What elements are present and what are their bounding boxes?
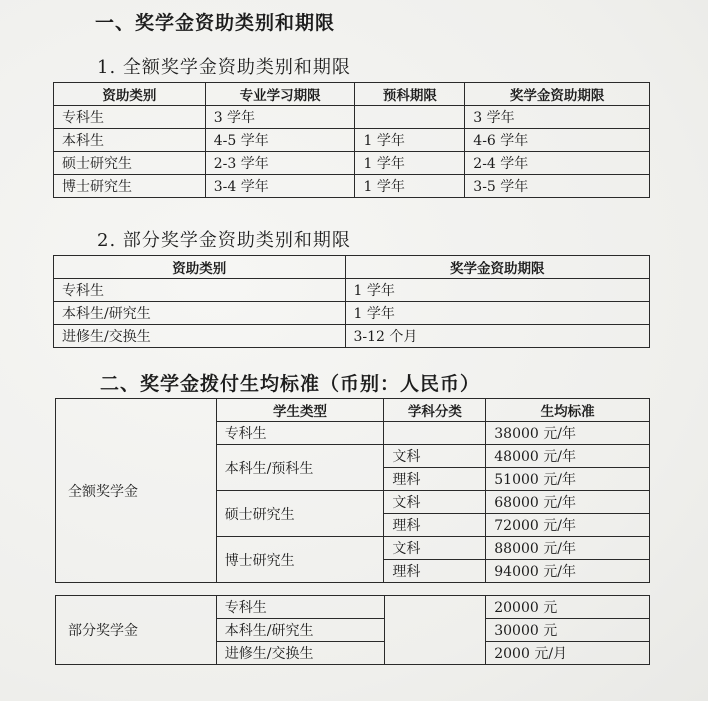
- amount: 30000 元: [486, 619, 650, 642]
- amount: 51000 元/年: [486, 468, 650, 491]
- section1-sub1: 1. 全额奖学金资助类别和期限: [97, 57, 351, 78]
- table-row: [54, 279, 650, 302]
- corner-cell: [56, 399, 217, 583]
- table-cell: 1 学年: [355, 175, 465, 198]
- student-type: 本科生/研究生: [216, 619, 384, 642]
- partial-scholarship-label: 部分奖学金: [68, 623, 138, 639]
- amount: 20000 元: [486, 596, 650, 619]
- table-header-row: [54, 83, 650, 106]
- table-cell: 3 学年: [205, 106, 355, 129]
- subject: 理科: [384, 468, 486, 491]
- table-cell: 专科生: [54, 106, 206, 129]
- student-type: 硕士研究生: [216, 491, 384, 537]
- subject: 理科: [384, 560, 486, 583]
- subject: 文科: [384, 445, 486, 468]
- scholarship-standard-table: [55, 398, 650, 583]
- table-row: [54, 302, 650, 325]
- partial-standard-table: [55, 595, 650, 665]
- col-header: 资助类别: [54, 256, 346, 279]
- section1-title: 一、奖学金资助类别和期限: [95, 12, 336, 34]
- subject: 文科: [384, 491, 486, 514]
- amount: 38000 元/年: [486, 422, 650, 445]
- student-type: 本科生/预科生: [216, 445, 384, 491]
- subject-cell: [384, 596, 486, 665]
- table-cell: 2-4 学年: [465, 152, 650, 175]
- table-cell: [355, 106, 465, 129]
- amount: 72000 元/年: [486, 514, 650, 537]
- section2-title: 二、奖学金拨付生均标准（币别：人民币）: [100, 373, 481, 395]
- table-cell: 本科生/研究生: [54, 302, 346, 325]
- table-cell: 硕士研究生: [54, 152, 206, 175]
- col-header: 学生类型: [216, 399, 384, 422]
- table-row: [54, 129, 650, 152]
- table-header-row: [56, 399, 650, 422]
- table-cell: 进修生/交换生: [54, 325, 346, 348]
- table-header-row: [54, 256, 650, 279]
- student-type: 进修生/交换生: [216, 642, 384, 665]
- table-cell: 3-4 学年: [205, 175, 355, 198]
- table-cell: 1 学年: [345, 279, 650, 302]
- table-row: [54, 175, 650, 198]
- table-cell: 2-3 学年: [205, 152, 355, 175]
- col-header: 奖学金资助期限: [345, 256, 650, 279]
- table-cell: 博士研究生: [54, 175, 206, 198]
- amount: 68000 元/年: [486, 491, 650, 514]
- col-header: 学科分类: [384, 399, 486, 422]
- table-cell: 3-5 学年: [465, 175, 650, 198]
- subject: 文科: [384, 537, 486, 560]
- col-header: 资助类别: [54, 83, 206, 106]
- table-row: [56, 596, 650, 619]
- subject: 理科: [384, 514, 486, 537]
- table-cell: 本科生: [54, 129, 206, 152]
- table-row: [54, 106, 650, 129]
- table-row: [54, 325, 650, 348]
- table-cell: 1 学年: [345, 302, 650, 325]
- col-header: 奖学金资助期限: [465, 83, 650, 106]
- table-row: [54, 152, 650, 175]
- amount: 88000 元/年: [486, 537, 650, 560]
- table-cell: 专科生: [54, 279, 346, 302]
- amount: 48000 元/年: [486, 445, 650, 468]
- col-header: 预科期限: [355, 83, 465, 106]
- amount: 94000 元/年: [486, 560, 650, 583]
- subject-cell: [384, 422, 486, 445]
- full-scholarship-period-table: [53, 82, 650, 198]
- col-header: 专业学习期限: [205, 83, 355, 106]
- amount: 2000 元/月: [486, 642, 650, 665]
- table-cell: 1 学年: [355, 129, 465, 152]
- partial-scholarship-period-table: [53, 255, 650, 348]
- section1-sub2: 2. 部分奖学金资助类别和期限: [97, 230, 351, 251]
- full-scholarship-label: 全额奖学金: [68, 483, 138, 500]
- table-cell: 3 学年: [465, 106, 650, 129]
- student-type: 专科生: [216, 596, 384, 619]
- student-type: 博士研究生: [216, 537, 384, 583]
- col-header: 生均标准: [486, 399, 650, 422]
- table-cell: 4-6 学年: [465, 129, 650, 152]
- table-cell: 4-5 学年: [205, 129, 355, 152]
- table-cell: 3-12 个月: [345, 325, 650, 348]
- partial-scholarship-cell: [56, 596, 217, 665]
- student-type: 专科生: [216, 422, 384, 445]
- table-cell: 1 学年: [355, 152, 465, 175]
